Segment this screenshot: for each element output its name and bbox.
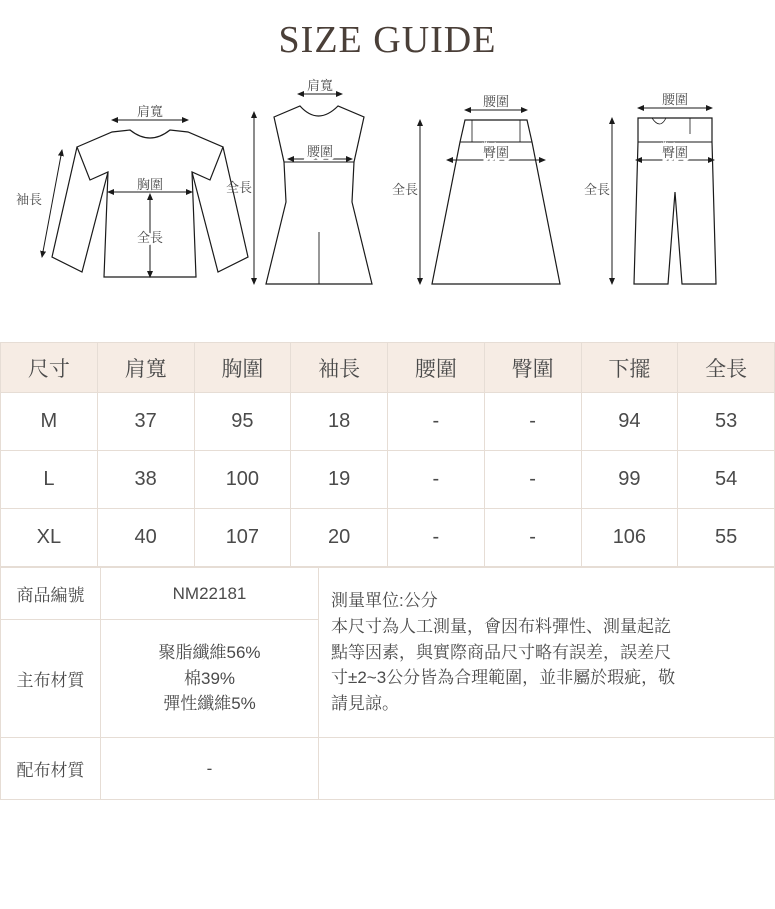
svg-text:臀圍: 臀圍 [482,145,510,160]
svg-text:胸圍: 胸圍 [136,177,164,192]
cell-hem: 99 [581,451,678,509]
svg-text:袖長: 袖長 [15,192,42,207]
svg-text:肩寬: 肩寬 [306,78,334,93]
cell-sleeve: 20 [291,509,388,567]
cell-length: 55 [678,509,775,567]
header-bust: 胸圍 [194,343,291,393]
header-waist: 腰圍 [388,343,485,393]
cell-sleeve: 19 [291,451,388,509]
header-hip: 臀圍 [484,343,581,393]
header-hem: 下擺 [581,343,678,393]
cell-length: 54 [678,451,775,509]
svg-text:腰圍: 腰圍 [482,94,510,109]
header-length: 全長 [678,343,775,393]
info-table [0,567,775,800]
note-line-1: 測量單位:公分 [331,590,438,610]
svg-text:全長: 全長 [583,182,610,197]
measurement-note [319,568,775,738]
main-fabric-line-2: 棉39% [183,668,236,688]
svg-text:全長: 全長 [136,230,164,245]
cell-length: 53 [678,393,775,451]
cell-waist: - [388,509,485,567]
svg-text:肩寬: 肩寬 [136,104,164,119]
note-line-5: 請見諒。 [331,694,399,714]
note-line-4: 寸±2~3公分皆為合理範圍，並非屬於瑕疵，敬 [331,668,676,688]
cell-hem: 106 [581,509,678,567]
cell-size: XL [1,509,98,567]
cell-bust: 100 [194,451,291,509]
cell-bust: 95 [194,393,291,451]
svg-text:腰圍: 腰圍 [661,92,689,107]
header-sleeve: 袖長 [291,343,388,393]
sub-fabric-label: 配布材質 [1,738,101,800]
svg-text:全長: 全長 [225,180,252,195]
cell-size: L [1,451,98,509]
main-fabric-line-3: 彈性纖維5% [163,694,256,714]
main-fabric-line-1: 聚脂纖維56% [158,643,261,663]
svg-text:臀圍: 臀圍 [661,145,689,160]
page-title: SIZE GUIDE [278,19,497,61]
diagram-dress [226,78,372,284]
cell-size: M [1,393,98,451]
cell-waist: - [388,393,485,451]
main-fabric-value [101,620,319,738]
cell-hip: - [484,451,581,509]
cell-hem: 94 [581,393,678,451]
cell-waist: - [388,451,485,509]
svg-text:全長: 全長 [391,182,418,197]
cell-hip: - [484,393,581,451]
note-line-3: 點等因素，與實際商品尺寸略有誤差，誤差尺 [331,642,671,662]
table-row [1,393,775,451]
product-code-row [1,568,775,620]
diagram-svg [0,72,775,342]
cell-shoulder: 38 [97,451,194,509]
header-shoulder: 肩寬 [97,343,194,393]
cell-hip: - [484,509,581,567]
sub-fabric-value: - [101,738,319,800]
product-code-label: 商品編號 [1,568,101,620]
cell-shoulder: 37 [97,393,194,451]
empty-cell [319,738,775,800]
diagram-long-sleeve-top [16,104,248,277]
cell-bust: 107 [194,509,291,567]
diagram-pants [584,92,716,284]
header-size: 尺寸 [1,343,98,393]
size-table [0,342,775,567]
main-fabric-label: 主布材質 [1,620,101,738]
table-row [1,509,775,567]
garment-diagrams [0,72,775,342]
table-header-row [1,343,775,393]
diagram-skirt [392,94,560,284]
note-line-2: 本尺寸為人工測量，會因布料彈性、測量起訖 [331,616,671,636]
svg-text:腰圍: 腰圍 [306,144,334,159]
cell-shoulder: 40 [97,509,194,567]
product-code-value: NM22181 [101,568,319,620]
sub-fabric-row [1,738,775,800]
table-row [1,451,775,509]
cell-sleeve: 18 [291,393,388,451]
